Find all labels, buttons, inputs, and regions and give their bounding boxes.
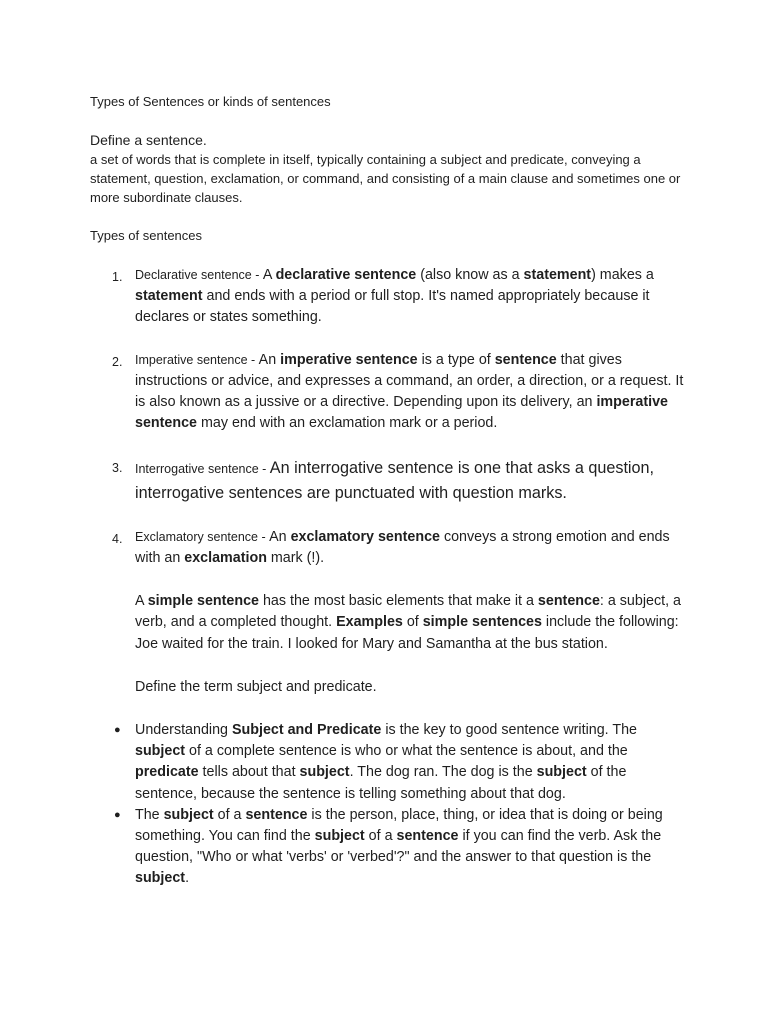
- text-run: has the most basic elements that make it a: [258, 593, 538, 610]
- text-run: conveys a strong emotion and ends with an: [135, 528, 670, 567]
- text-run: An: [258, 351, 281, 368]
- text-run: Understanding: [135, 722, 232, 739]
- text-run: is the person, place, thing, or idea that is doing or being something. You can find the: [135, 806, 663, 845]
- text-run: include the following: Joe waited for the train. I looked for Mary and Samantha at the bus station.: [135, 614, 679, 652]
- bold-term: subject: [135, 870, 186, 887]
- sentence-type-label: Imperative sentence -: [135, 352, 259, 367]
- bold-term: imperative sentence: [135, 394, 668, 432]
- list-number: 3.: [112, 461, 123, 476]
- list-item-exclamatory: [90, 527, 690, 569]
- bullet-marker: ●: [114, 808, 121, 821]
- text-run: The: [135, 806, 164, 823]
- bold-term: Examples: [336, 614, 403, 631]
- text-run: is a type of: [417, 351, 495, 368]
- bold-term: Subject and Predicate: [231, 722, 382, 739]
- text-run: of a complete sentence is who or what the sentence is about, and the: [185, 743, 628, 760]
- bold-term: sentence: [494, 351, 557, 368]
- text-run: An: [269, 528, 291, 545]
- bold-term: sentence: [537, 593, 600, 610]
- list-number: 1.: [112, 270, 123, 284]
- sentence-type-label: Interrogative sentence -: [135, 462, 270, 477]
- bullet-marker: ●: [114, 724, 121, 737]
- bold-term: imperative sentence: [280, 351, 418, 368]
- subject-predicate-question: Define the term subject and predicate.: [135, 678, 377, 695]
- text-run: : a subject, a verb, and a completed thought.: [135, 593, 681, 631]
- bold-term: subject: [163, 806, 214, 823]
- text-run: of the sentence, because the sentence is telling something about that dog.: [135, 764, 627, 802]
- bold-term: predicate: [135, 764, 199, 781]
- types-heading: Types of sentences: [90, 228, 203, 243]
- text-run: is the key to good sentence writing. The: [381, 722, 637, 739]
- text-run: (also know as a: [416, 267, 524, 283]
- bold-term: subject: [536, 764, 587, 781]
- text-run: of a: [213, 806, 246, 823]
- text-run: of: [402, 614, 423, 631]
- document-title: Types of Sentences or kinds of sentences: [90, 94, 331, 109]
- definition-text: a set of words that is complete in itself, typically containing a subject and predicate, conveying a statement, question, exclamation, or command, and consisting of a main clause and sometimes one or more subordinate clauses.: [90, 152, 681, 205]
- text-run: if you can find the verb. Ask the question, "Who or what 'verbs' or 'verbed'?" and the answer to that question is the: [135, 828, 662, 866]
- bold-term: exclamation: [184, 550, 267, 567]
- text-run: tells about that: [198, 764, 300, 781]
- bold-term: simple sentence: [147, 593, 259, 610]
- bold-term: subject: [135, 743, 186, 760]
- text-run: and ends with a period or full stop. It's named appropriately because it declares or states something.: [135, 288, 650, 326]
- bold-term: subject: [299, 764, 350, 781]
- text-run: A: [135, 593, 148, 610]
- text-run: mark (!).: [266, 550, 325, 567]
- bold-term: simple sentences: [422, 614, 542, 631]
- text-run: . The dog ran. The dog is the: [349, 764, 537, 781]
- text-run: A: [262, 267, 276, 283]
- sentence-type-label: Exclamatory sentence -: [135, 529, 270, 544]
- list-number: 4.: [112, 531, 123, 546]
- bold-term: statement: [523, 267, 592, 283]
- text-run: ) makes a: [591, 267, 654, 283]
- bold-term: sentence: [396, 828, 459, 845]
- document-page: [90, 92, 690, 890]
- text-run: may end with an exclamation mark or a period.: [196, 415, 498, 432]
- list-item-interrogative: [90, 456, 690, 504]
- sentence-type-label: Declarative sentence -: [135, 268, 263, 282]
- bold-term: exclamatory sentence: [290, 528, 440, 545]
- list-number: 2.: [112, 354, 123, 369]
- simple-sentence-paragraph: [90, 591, 690, 655]
- text-run: .: [185, 870, 190, 887]
- bold-term: subject: [314, 828, 365, 845]
- bold-term: declarative sentence: [275, 267, 417, 283]
- text-run: of a: [364, 828, 397, 845]
- bullet-item: [90, 720, 690, 805]
- text-run: An interrogative sentence is one that asks a question, interrogative sentences are punctuated with question marks.: [135, 459, 655, 502]
- list-item-imperative: [90, 350, 690, 435]
- text-run: that gives instructions or advice, and expresses a command, an order, a direction, or a request. It is also known as a jussive or a directive. Depending upon its delivery, an: [135, 351, 684, 411]
- bold-term: sentence: [245, 806, 308, 823]
- list-item-declarative: [90, 265, 690, 329]
- definition-heading: Define a sentence.: [90, 132, 207, 148]
- bold-term: statement: [135, 288, 203, 305]
- bullet-item: [90, 805, 690, 890]
